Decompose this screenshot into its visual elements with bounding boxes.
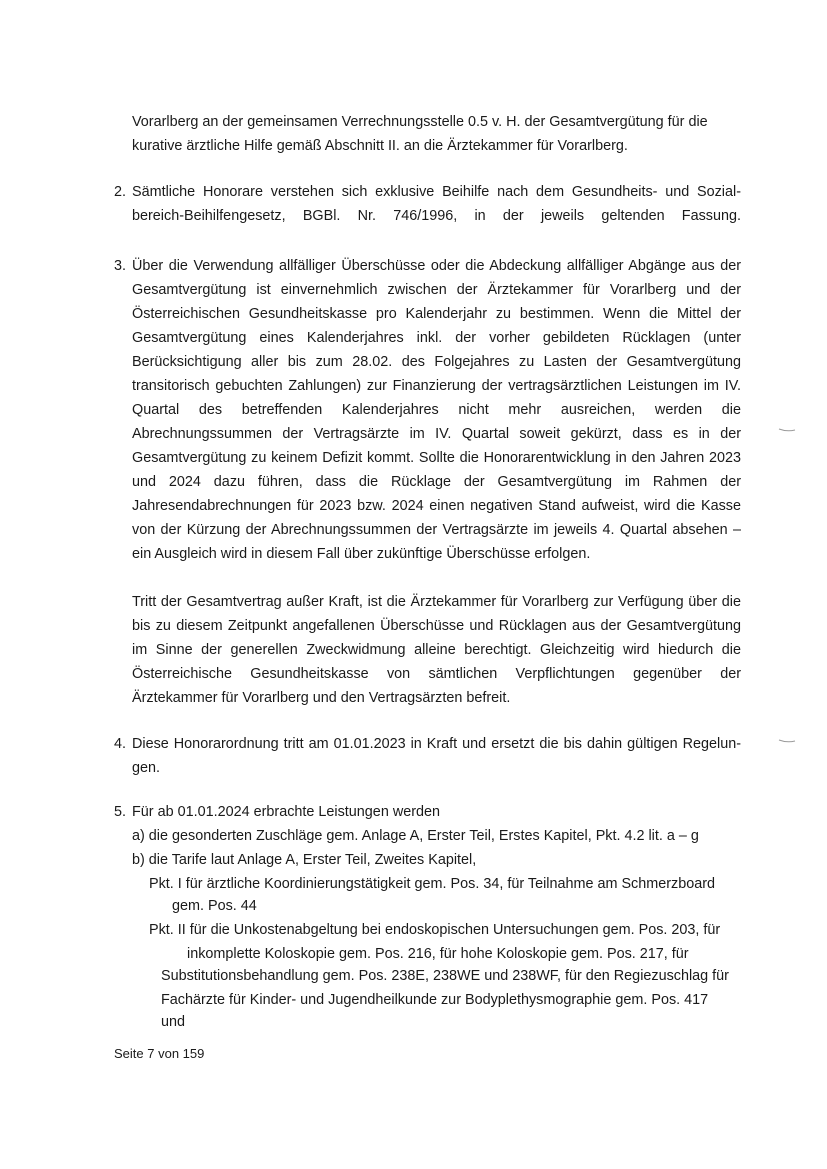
text-line: Fachärzte für Kinder- und Jugendheilkunde zur Bodyplethysmographie gem. Pos. 417 — [161, 992, 709, 1008]
text-line: bereich-Beihilfengesetz, BGBl. Nr. 746/1996, in der jeweils geltenden Fassung. — [132, 208, 741, 224]
text-line: a) die gesonderten Zuschläge gem. Anlage A, Erster Teil, Erstes Kapitel, Pkt. 4.2 lit. a – g — [132, 828, 699, 844]
text-line: Über die Verwendung allfälliger Überschüsse oder die Abdeckung allfälliger Abgänge aus der — [132, 258, 741, 274]
text-line: transitorisch gebuchten Zahlungen) zur Finanzierung der vertragsärztlichen Leistungen im IV. — [132, 378, 741, 394]
text-line: Abrechnungssummen der Vertragsärzte im IV. Quartal soweit gekürzt, dass es in der — [132, 426, 741, 442]
text-line: Österreichische Gesundheitskasse von sämtlichen Verpflichtungen gegenüber der — [132, 666, 741, 682]
text-line: b) die Tarife laut Anlage A, Erster Teil, Zweites Kapitel, — [132, 852, 477, 868]
text-line: Tritt der Gesamtvertrag außer Kraft, ist die Ärztekammer für Vorarlberg zur Verfügung über die — [132, 594, 741, 610]
text-line: Jahresendabrechnungen für 2023 bzw. 2024 einen negativen Stand aufweist, wird die Kasse — [132, 498, 741, 514]
text-line: Gesamtvergütung ist einvernehmlich zwischen der Ärztekammer für Vorarlberg und der — [132, 282, 741, 298]
text-line: Pkt. I für ärztliche Koordinierungstätigkeit gem. Pos. 34, für Teilnahme am Schmerzboard — [149, 876, 716, 892]
text-line: von der Kürzung der Abrechnungssummen der Vertragsärzte im jeweils 4. Quartal absehen – — [132, 522, 741, 538]
text-line: Sämtliche Honorare verstehen sich exklusive Beihilfe nach dem Gesundheits- und Sozial- — [132, 184, 741, 200]
text-line: im Sinne der generellen Zweckwidmung alleine berechtigt. Gleichzeitig wird hiedurch die — [132, 642, 741, 658]
list-number: 2. — [114, 184, 127, 200]
text-line: Pkt. II für die Unkostenabgeltung bei endoskopischen Untersuchungen gem. Pos. 203, für — [149, 922, 721, 938]
text-line: Diese Honorarordnung tritt am 01.01.2023 in Kraft und ersetzt die bis dahin gültigen Regelun- — [132, 736, 741, 752]
text-line: und 2024 dazu führen, dass die Rücklage der Gesamtvergütung im Rahmen der — [132, 474, 741, 490]
scan-mark-icon — [778, 739, 796, 743]
text-line: Berücksichtigung aller bis zum 28.02. des Folgejahres zu Lasten der Gesamtvergütung — [132, 354, 741, 370]
text-line: bis zu diesem Zeitpunkt angefallenen Überschüsse und Rücklagen aus der Gesamtvergütung — [132, 618, 741, 634]
scan-mark-icon — [778, 428, 796, 432]
list-number: 4. — [114, 736, 127, 752]
text-line: Quartal des betreffenden Kalenderjahres nicht mehr ausreichen, werden die — [132, 402, 741, 418]
text-line: Substitutionsbehandlung gem. Pos. 238E, 238WE und 238WF, für den Regiezuschlag für — [161, 968, 729, 984]
text-line: gem. Pos. 44 — [172, 898, 257, 914]
text-line: Gesamtvergütung eines Kalenderjahres inkl. der vorher gebildeten Rücklagen (unter — [132, 330, 741, 346]
text-line: kurative ärztliche Hilfe gemäß Abschnitt II. an die Ärztekammer für Vorarlberg. — [132, 138, 628, 154]
text-line: ein Ausgleich wird in diesem Fall über zukünftige Überschüsse erfolgen. — [132, 546, 591, 562]
text-line: Ärztekammer für Vorarlberg und den Vertragsärzten befreit. — [132, 690, 511, 706]
text-line: Für ab 01.01.2024 erbrachte Leistungen werden — [132, 804, 441, 820]
text-line: und — [161, 1014, 186, 1030]
text-line: gen. — [132, 760, 161, 776]
text-line: Vorarlberg an der gemeinsamen Verrechnungsstelle 0.5 v. H. der Gesamtvergütung für die — [132, 114, 708, 130]
text-line: inkomplette Koloskopie gem. Pos. 216, für hohe Koloskopie gem. Pos. 217, für — [187, 946, 689, 962]
list-number: 5. — [114, 804, 127, 820]
page-number: Seite 7 von 159 — [114, 1046, 205, 1061]
list-number: 3. — [114, 258, 127, 274]
text-line: Gesamtvergütung zu keinem Defizit kommt. Sollte die Honorarentwicklung in den Jahren 2023 — [132, 450, 741, 466]
text-line: Österreichischen Gesundheitskasse pro Kalenderjahr zu bestimmen. Wenn die Mittel der — [132, 306, 741, 322]
